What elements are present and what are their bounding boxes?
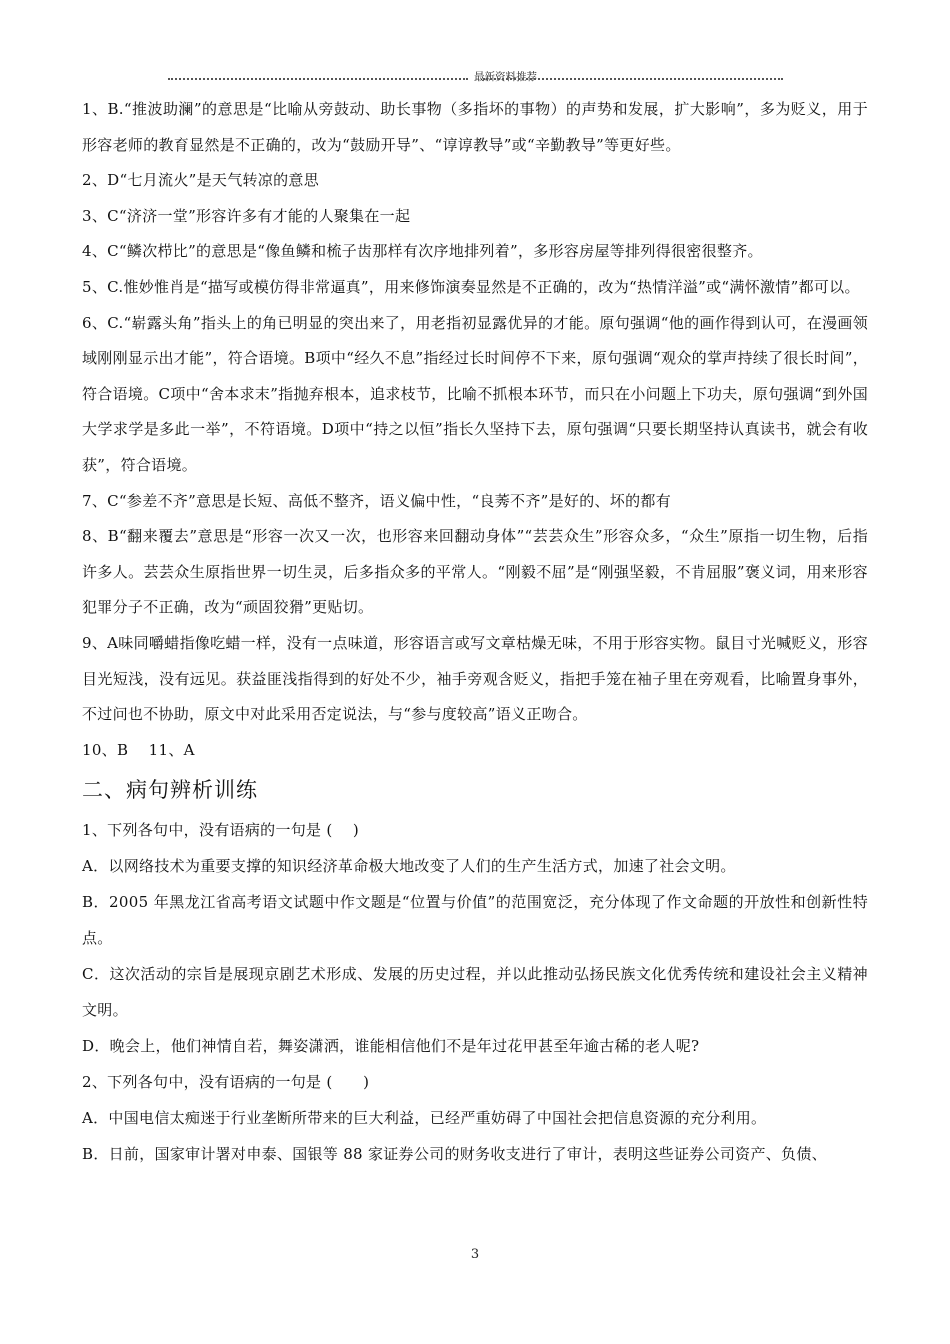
answer-3: 3、C“济济一堂”形容许多有才能的人聚集在一起: [82, 206, 411, 225]
question-2-stem: 2、下列各句中，没有语病的一句是 ( ): [82, 1073, 370, 1092]
answer-7: 7、C“参差不齐”意思是长短、高低不整齐，语义偏中性，“良莠不齐”是好的、坏的都有: [82, 491, 671, 510]
page-header: [168, 70, 783, 86]
question-1-option-b: B．2005 年黑龙江省高考语文试题中作文题是“位置与价值”的范围宽泛，充分体现了作文命题的开放性和创新性特点。: [82, 893, 868, 948]
question-2-option-b: B．日前，国家审计署对申泰、国银等 88 家证券公司的财务收支进行了审计，表明这些证券公司资产、负债、: [82, 1145, 827, 1164]
question-1-stem: 1、下列各句中，没有语病的一句是 ( ): [82, 821, 360, 840]
header-rule-left: [168, 72, 468, 80]
header-title: 最新资料推荐: [474, 71, 537, 83]
answer-9: 9、A味同嚼蜡指像吃蜡一样，没有一点味道，形容语言或写文章枯燥无味，不用于形容实物。鼠目寸光喊贬义，形容目光短浅，没有远见。获益匪浅指得到的好处不少，袖手旁观含贬义，指把手笼在袖子里在旁观看，比喻置身事外，不过问也不协助，原文中对此采用否定说法，与“参与度较高”语义正吻合。: [82, 633, 868, 724]
question-1-option-a: A．以网络技术为重要支撑的知识经济革命极大地改变了人们的生产生活方式，加速了社会文明。: [82, 857, 736, 876]
answer-4: 4、C“鳞次栉比”的意思是“像鱼鳞和梳子齿那样有次序地排列着”，多形容房屋等排列得很密很整齐。: [82, 242, 763, 261]
answer-1: 1、B.“推波助澜”的意思是“比喻从旁鼓动、助长事物（多指坏的事物）的声势和发展，扩大影响”，多为贬义，用于形容老师的教育显然是不正确的，改为“鼓励开导”、“谆谆教导”或“辛勤教导”等更好些。: [82, 100, 868, 154]
section-title: 二、病句辨析训练: [82, 778, 258, 803]
answer-6: 6、C.“崭露头角”指头上的角已明显的突出来了，用老指初显露优异的才能。原句强调“他的画作得到认可，在漫画领域刚刚显示出才能”，符合语境。B项中“经久不息”指经过长时间停不下来，原句强调“观众的掌声持续了很长时间”，符合语境。C项中“舍本求末”指抛弃根本，追求枝节，比喻不抓根本环节，而只在小问题上下功夫，原句强调“到外国大学求学是多此一举”，不符语境。D项中“持之以恒”指长久坚持下去，原句强调“只要长期坚持认真读书，就会有收获”，符合语境。: [82, 313, 868, 474]
page-number: 3: [470, 1247, 480, 1262]
question-1-option-c: C．这次活动的宗旨是展现京剧艺术形成、发展的历史过程，并以此推动弘扬民族文化优秀传统和建设社会主义精神文明。: [82, 965, 868, 1020]
answer-10-11: 10、B 11、A: [82, 740, 195, 759]
answer-2: 2、D“七月流火”是天气转凉的意思: [82, 171, 320, 190]
question-2-option-a: A．中国电信太痴迷于行业垄断所带来的巨大利益，已经严重妨碍了中国社会把信息资源的充分利用。: [82, 1109, 767, 1128]
page-body: [82, 92, 868, 1172]
header-rule-right: [483, 72, 783, 80]
question-1-option-d: D．晚会上，他们神情自若，舞姿潇洒，谁能相信他们不是年过花甲甚至年逾古稀的老人呢?: [82, 1037, 700, 1056]
answer-8: 8、B“翻来覆去”意思是“形容一次又一次，也形容来回翻动身体”“芸芸众生”形容众多，“众生”原指一切生物，后指许多人。芸芸众生原指世界一切生灵，后多指众多的平常人。“刚毅不屈”是“刚强坚毅，不肯屈服”褒义词，用来形容犯罪分子不正确，改为“顽固狡猾”更贴切。: [82, 527, 868, 617]
answer-5: 5、C.惟妙惟肖是“描写或模仿得非常逼真”，用来修饰演奏显然是不正确的，改为“热情洋溢”或“满怀激情”都可以。: [82, 277, 860, 296]
